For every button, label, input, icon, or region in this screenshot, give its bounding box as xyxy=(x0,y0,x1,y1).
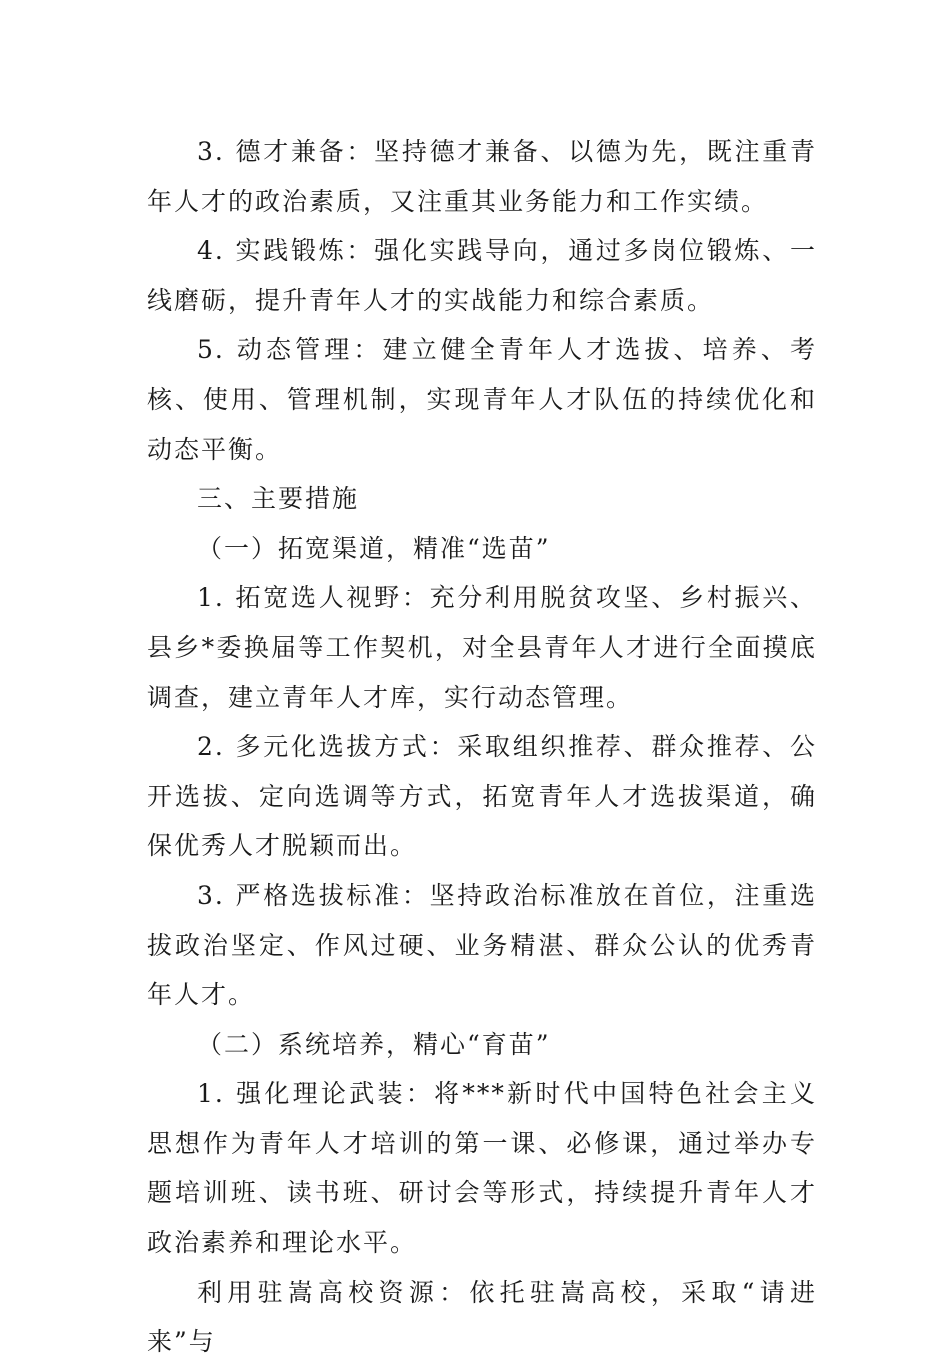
paragraph-measure-2-1: 1. 强化理论武装：将***新时代中国特色社会主义思想作为青年人才培训的第一课、必修课，通过举办专题培训班、读书班、研讨会等形式，持续提升青年人才政治素养和理论水平。 xyxy=(147,1079,817,1258)
subsection-heading-2: （二）系统培养，精心“育苗” xyxy=(197,1029,551,1059)
paragraph-measure-2-2: 利用驻嵩高校资源：依托驻嵩高校，采取“请进来”与 xyxy=(147,1277,817,1357)
paragraph-measure-1-3: 3. 严格选拔标准：坚持政治标准放在首位，注重选拔政治坚定、作风过硬、业务精湛、群众公认的优秀青年人才。 xyxy=(147,880,817,1010)
paragraph-principle-5: 5. 动态管理：建立健全青年人才选拔、培养、考核、使用、管理机制，实现青年人才队伍的持续优化和动态平衡。 xyxy=(147,335,817,464)
section-heading-measures: 三、主要措施 xyxy=(197,484,360,514)
paragraph-principle-4: 4. 实践锻炼：强化实践导向，通过多岗位锻炼、一线磨砺，提升青年人才的实战能力和综合素质。 xyxy=(147,236,817,315)
subsection-heading-1: （一）拓宽渠道，精准“选苗” xyxy=(197,533,551,563)
document-body xyxy=(147,127,817,1367)
paragraph-measure-1-2: 2. 多元化选拔方式：采取组织推荐、群众推荐、公开选拔、定向选调等方式，拓宽青年人才选拔渠道，确保优秀人才脱颖而出。 xyxy=(147,732,817,861)
paragraph-measure-1-1: 1. 拓宽选人视野：充分利用脱贫攻坚、乡村振兴、县乡*委换届等工作契机，对全县青年人才进行全面摸底调查，建立青年人才库，实行动态管理。 xyxy=(147,583,817,712)
paragraph-principle-3: 3. 德才兼备：坚持德才兼备、以德为先，既注重青年人才的政治素质，又注重其业务能力和工作实绩。 xyxy=(147,137,817,216)
